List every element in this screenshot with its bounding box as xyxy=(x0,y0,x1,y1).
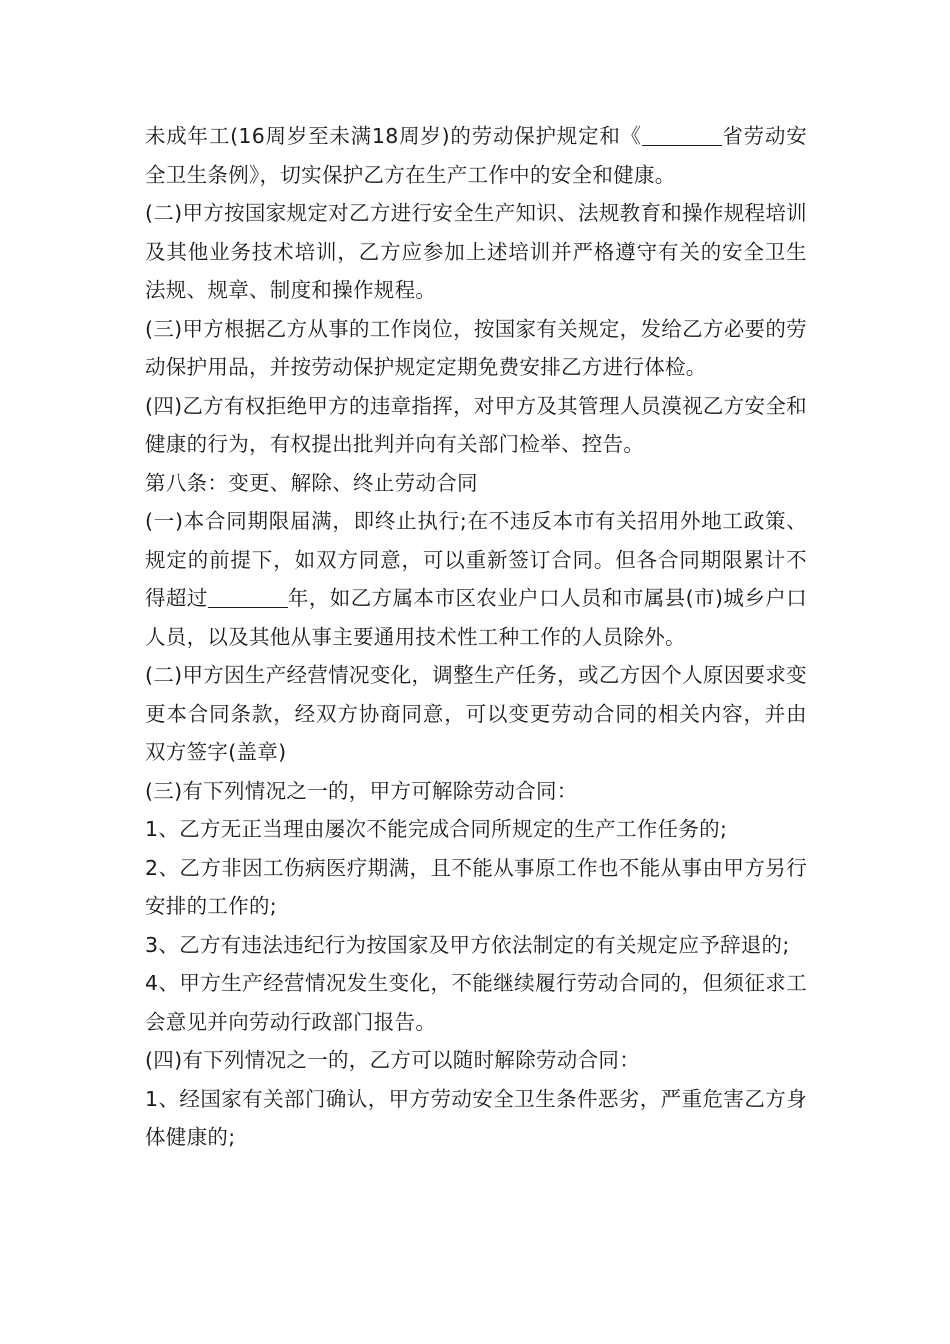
list-item-1: 1、乙方无正当理由屡次不能完成合同所规定的生产工作任务的; xyxy=(145,817,728,841)
list-item-2: 2、乙方非因工伤病医疗期满，且不能从事原工作也不能从事由甲方另行安排的工作的; xyxy=(145,855,807,918)
list-item-3: 3、乙方有违法违纪行为按国家及甲方依法制定的有关规定应予辞退的; xyxy=(145,932,790,957)
paragraph-article-8-clause-3: (三)有下列情况之一的，甲方可解除劳动合同： xyxy=(145,778,578,803)
paragraph-article-8-clause-2: (二)甲方因生产经营情况变化，调整生产任务，或乙方因个人原因要求变更本合同条款，经双方协商同意，可以变更劳动合同的相关内容，并由双方签字(盖章) xyxy=(145,663,807,764)
document-body xyxy=(145,117,807,1157)
list-item-4: 4、甲方生产经营情况发生变化，不能继续履行劳动合同的，但须征求工会意见并向劳动行政部门报告。 xyxy=(145,971,807,1034)
section-heading-article-8: 第八条：变更、解除、终止劳动合同 xyxy=(145,470,478,495)
paragraph-article-8-clause-1 xyxy=(145,502,807,656)
paragraph-text: (一)本合同期限届满，即终止执行;在不违反本市有关招用外地工政策、规定的前提下，如双方同意，可以重新签订合同。但各合同期限累计不得超过 xyxy=(145,509,807,610)
paragraph-text: 年，如乙方属本市区农业户口人员和市属县(市)城乡户口人员，以及其他从事主要通用技术性工种工作的人员除外。 xyxy=(145,586,807,649)
fill-in-blank-years[interactable] xyxy=(208,585,288,608)
paragraph-clause-3: (三)甲方根据乙方从事的工作岗位，按国家有关规定，发给乙方必要的劳动保护用品，并按劳动保护规定定期免费安排乙方进行体检。 xyxy=(145,316,807,379)
paragraph-clause-2: (二)甲方按国家规定对乙方进行安全生产知识、法规教育和操作规程培训及其他业务技术培训，乙方应参加上述培训并严格遵守有关的安全卫生法规、规章、制度和操作规程。 xyxy=(145,201,807,302)
paragraph-article-8-clause-4: (四)有下列情况之一的，乙方可以随时解除劳动合同： xyxy=(145,1048,640,1072)
paragraph-text: 省劳动安全卫生条例》，切实保护乙方在生产工作中的安全和健康。 xyxy=(145,124,808,187)
fill-in-blank-province[interactable] xyxy=(642,123,722,146)
paragraph-labor-protection xyxy=(145,117,807,194)
paragraph-clause-4: (四)乙方有权拒绝甲方的违章指挥，对甲方及其管理人员漠视乙方安全和健康的行为，有权提出批判并向有关部门检举、控告。 xyxy=(145,393,807,456)
list-item-1b: 1、经国家有关部门确认，甲方劳动安全卫生条件恶劣，严重危害乙方身体健康的; xyxy=(145,1086,807,1149)
paragraph-text: 未成年工(16周岁至未满18周岁)的劳动保护规定和《 xyxy=(145,124,642,148)
